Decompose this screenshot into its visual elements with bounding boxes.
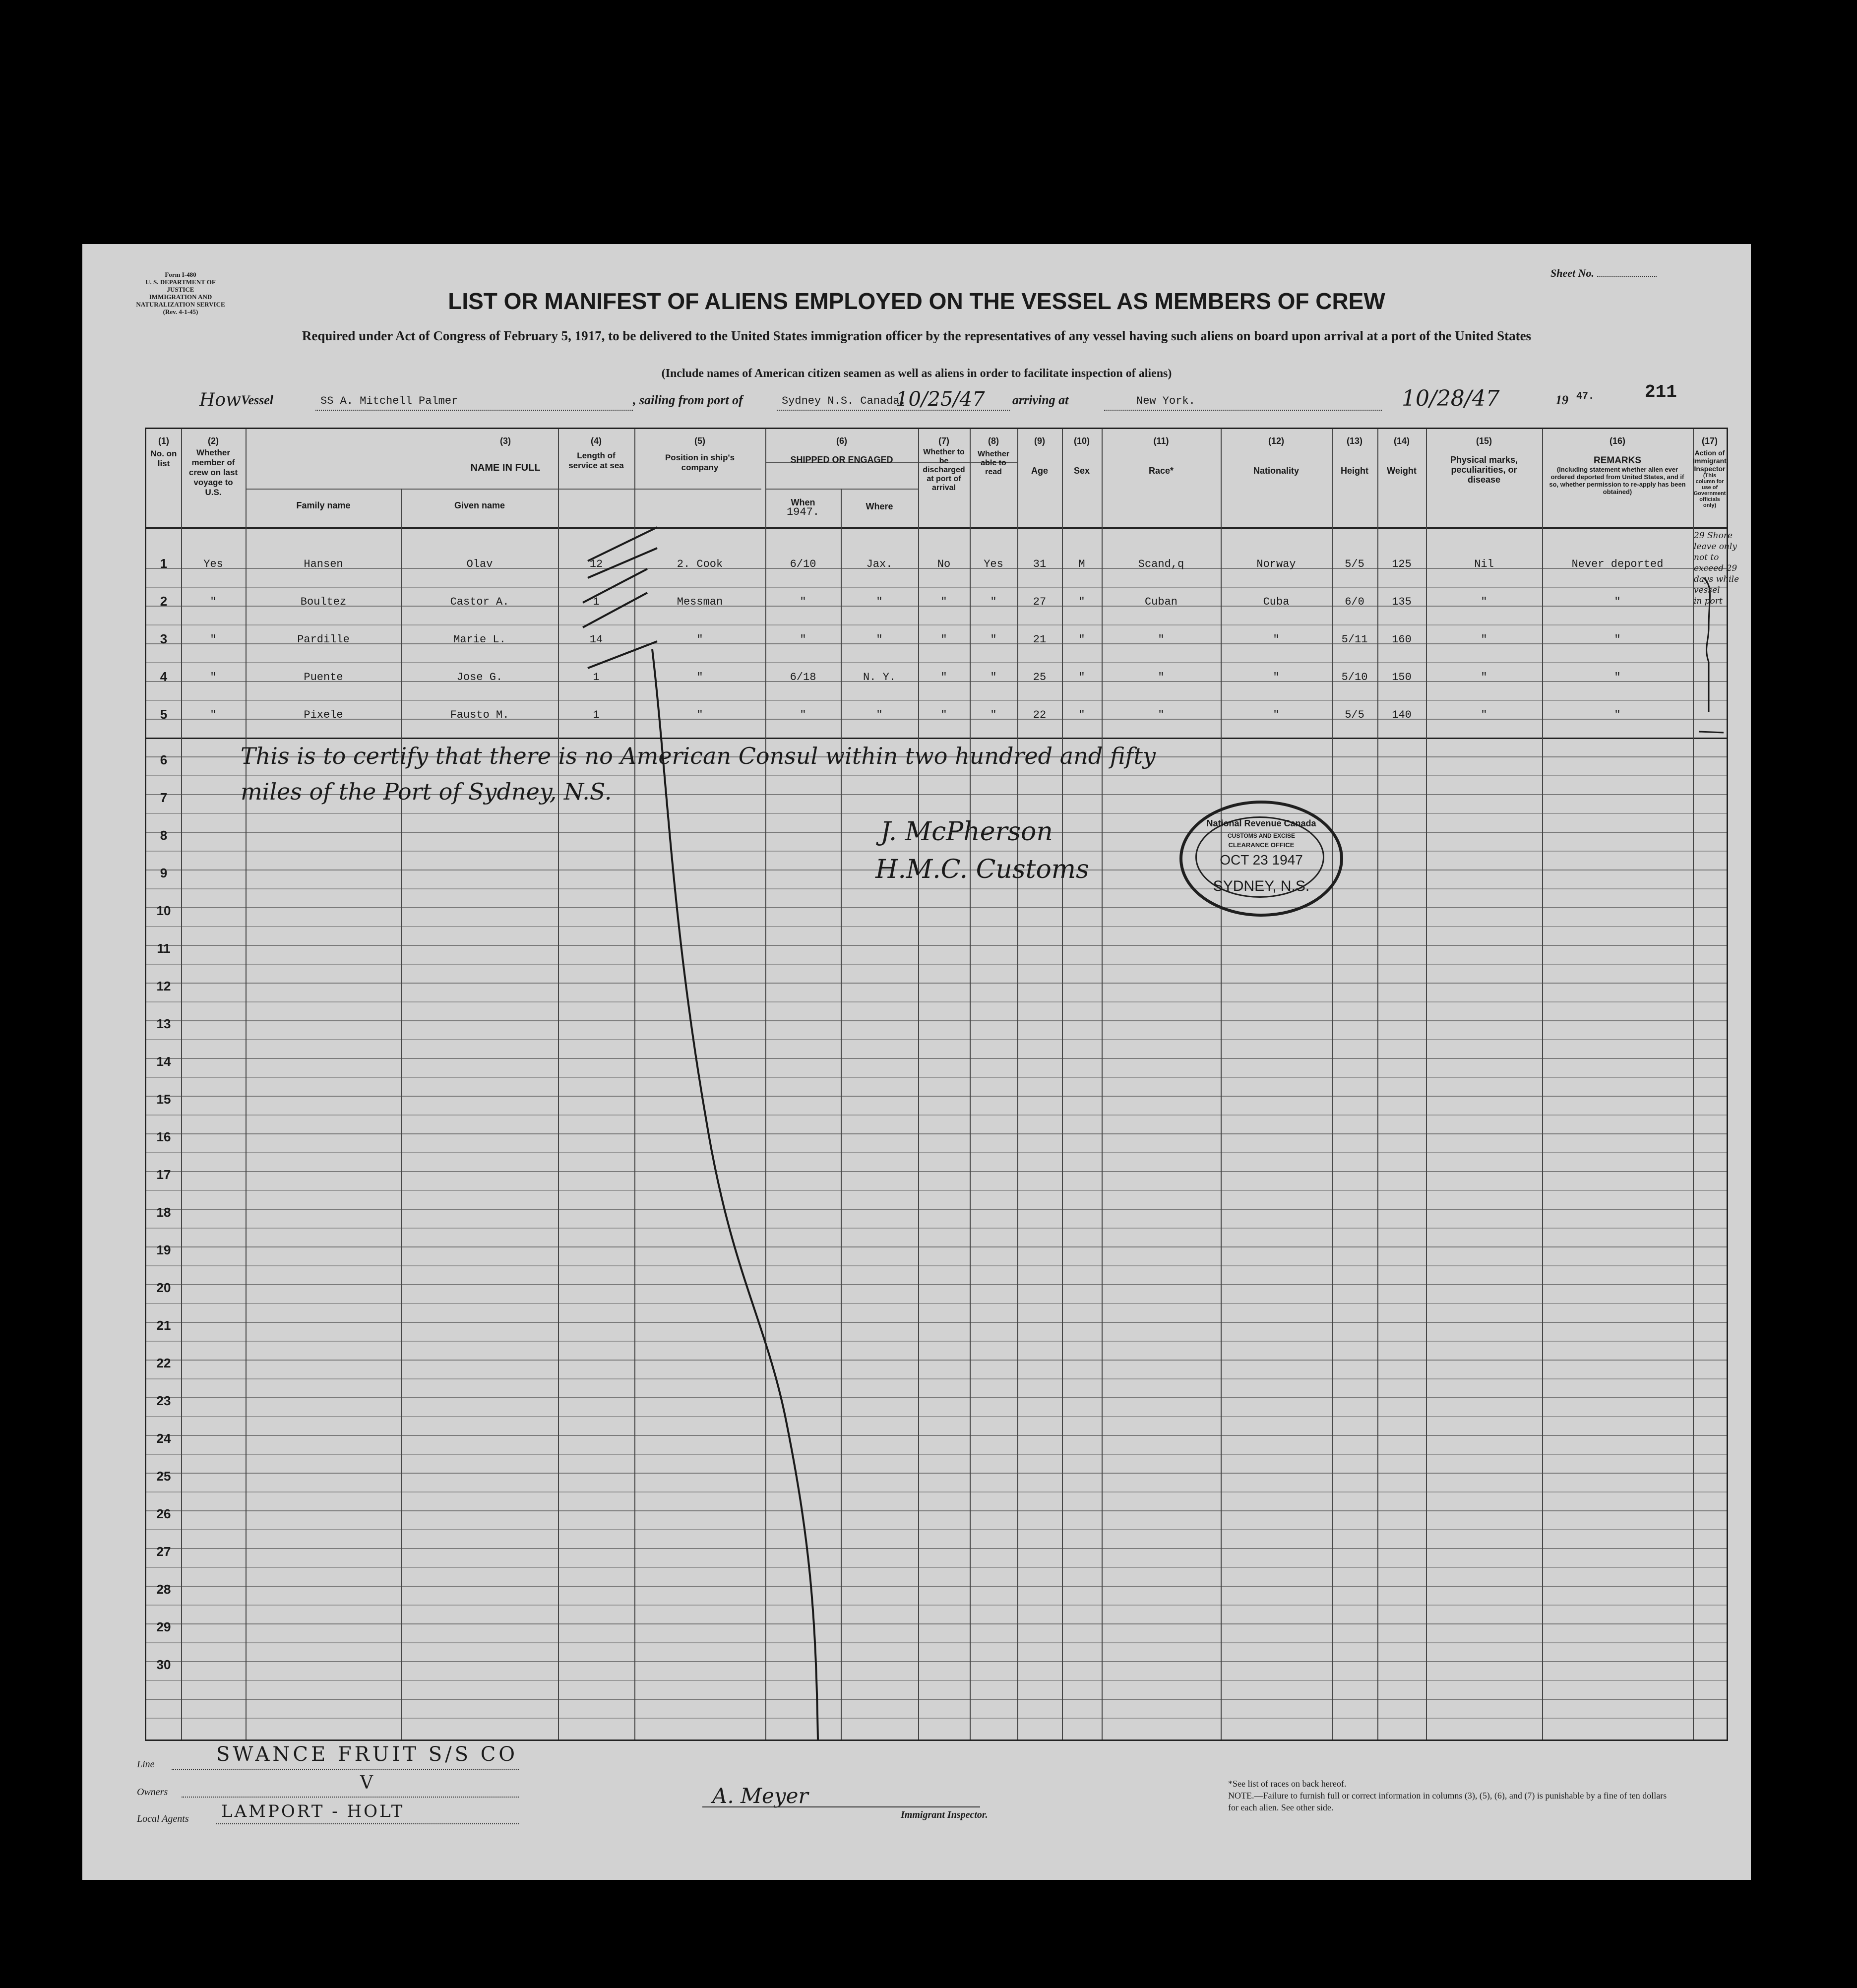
owners-label: Owners: [137, 1787, 168, 1798]
shipped-where-cell: ": [876, 596, 883, 608]
row-number: 18: [156, 1205, 171, 1220]
row-number: 23: [156, 1393, 171, 1408]
row-number-cell: 3: [160, 631, 168, 646]
local-agents-label: Local Agents: [137, 1813, 189, 1824]
row-number: 28: [156, 1582, 171, 1597]
height-cell: 5/5: [1345, 558, 1364, 570]
prev-voyage-cell: ": [210, 633, 217, 646]
race-cell: Scand,q: [1138, 558, 1184, 570]
col-17-header: (17) Action of Immigrant Inspector (This column for use of Government officials only): [1693, 436, 1727, 508]
remarks-cell: Never deported: [1571, 558, 1664, 570]
vessel-hand-prefix: How: [199, 390, 241, 410]
service-length-cell: 1: [593, 596, 600, 608]
prev-voyage-cell: ": [210, 671, 217, 683]
document-subtitle: Required under Act of Congress of February 5, 1917, to be delivered to the United States immigration officer by the representatives of any vessel having such aliens on board upon arrival at a port of the United States: [302, 328, 1532, 343]
owners-field-line: [182, 1797, 519, 1798]
row-number: 9: [160, 866, 168, 880]
year-prefix: 19: [1555, 393, 1568, 407]
given-name-cell: Castor A.: [450, 596, 509, 608]
weight-cell: 160: [1392, 633, 1412, 646]
col-1-header: (1) No. on list: [150, 436, 177, 468]
able-to-read-cell: Yes: [984, 558, 1003, 570]
col-13-header: (13) Height: [1341, 436, 1368, 476]
discharged-cell: ": [940, 671, 947, 683]
col-2-header: (2) Whether member of crew on last voyage to U.S.: [188, 436, 238, 497]
service-length-cell: 12: [589, 558, 603, 570]
footnotes: [1228, 1778, 1674, 1813]
race-cell: ": [1158, 633, 1165, 646]
shipped-where-header: Where: [866, 501, 893, 511]
given-name-cell: Jose G.: [456, 671, 503, 683]
manifest-sheet: [82, 244, 1751, 1880]
sex-cell: ": [1078, 671, 1085, 683]
family-name-cell: Pardille: [297, 633, 350, 646]
row-number: 27: [156, 1544, 171, 1559]
local-agents-field-line: [216, 1823, 519, 1824]
departure-port: Sydney N.S. Canada.: [782, 395, 906, 407]
service-length-cell: 14: [589, 633, 603, 646]
height-cell: 5/11: [1341, 633, 1368, 646]
remarks-cell: ": [1614, 671, 1621, 683]
weight-cell: 150: [1392, 671, 1412, 683]
row-number-cell: 1: [160, 556, 168, 571]
row-number: 6: [160, 752, 168, 767]
physical-marks-cell: ": [1481, 709, 1487, 721]
height-cell: 6/0: [1345, 596, 1364, 608]
sheet-number-field: [1550, 267, 1657, 280]
department-name: U. S. DEPARTMENT OF JUSTICE: [145, 278, 216, 293]
able-to-read-cell: ": [990, 633, 997, 646]
row-number: 24: [156, 1431, 171, 1446]
row-number: 14: [156, 1054, 171, 1069]
nationality-cell: Norway: [1256, 558, 1296, 570]
sex-cell: M: [1078, 558, 1085, 570]
sail-date: 10/25/47: [896, 388, 985, 411]
customs-signature-name: J. McPherson: [880, 817, 1053, 847]
race-cell: ": [1158, 709, 1165, 721]
document-title: LIST OR MANIFEST OF ALIENS EMPLOYED ON THE VESSEL AS MEMBERS OF CREW: [448, 288, 1385, 314]
able-to-read-cell: ": [990, 671, 997, 683]
given-name-cell: Fausto M.: [450, 709, 509, 721]
col-11-header: (11) Race*: [1148, 436, 1174, 476]
crew-manifest-table: [145, 428, 1739, 1741]
sheet-number-label: Sheet No.: [1550, 267, 1594, 279]
col-8-header: (8) Whether able to read: [978, 436, 1009, 476]
row-number: 22: [156, 1356, 171, 1370]
position-cell: ": [696, 633, 703, 646]
row-number: 10: [156, 903, 171, 918]
row-number: 16: [156, 1129, 171, 1144]
remarks-cell: ": [1614, 633, 1621, 646]
arriving-label: arriving at: [1012, 393, 1069, 407]
prev-voyage-cell: ": [210, 709, 217, 721]
col-14-header: (14) Weight: [1387, 436, 1417, 476]
shipped-when-cell: 6/18: [790, 671, 816, 683]
race-footnote: *See list of races on back hereof.: [1228, 1779, 1347, 1789]
shipped-where-cell: ": [876, 709, 883, 721]
document-instructions: (Include names of American citizen seamen as well as aliens in order to facilitate inspection of aliens): [661, 367, 1172, 380]
shipped-when-header: When 1947.: [786, 497, 819, 518]
age-cell: 22: [1033, 709, 1047, 721]
position-cell: 2. Cook: [677, 558, 723, 570]
able-to-read-cell: ": [990, 709, 997, 721]
revision-date: (Rev. 4-1-45): [163, 308, 198, 315]
row-number: 12: [156, 979, 171, 994]
family-name-cell: Pixele: [304, 709, 343, 721]
discharged-cell: ": [940, 596, 947, 608]
row-number: 26: [156, 1506, 171, 1521]
given-name-header: Given name: [454, 500, 505, 510]
row-number: 20: [156, 1280, 171, 1295]
height-cell: 5/5: [1345, 709, 1364, 721]
line-field-line: [172, 1769, 519, 1770]
line-value: SWANCE FRUIT S/S CO: [216, 1743, 518, 1766]
year-suffix: 47.: [1576, 391, 1595, 402]
sex-cell: ": [1078, 596, 1085, 608]
row-number: 13: [156, 1016, 171, 1031]
row-number-cell: 4: [160, 669, 168, 684]
given-name-cell: Olav: [466, 558, 493, 570]
customs-signature-title: H.M.C. Customs: [875, 855, 1089, 884]
col-15-header: (15) Physical marks, peculiarities, or disease: [1450, 436, 1518, 485]
local-agents-value: LAMPORT - HOLT: [221, 1802, 405, 1821]
arrival-date: 10/28/47: [1402, 386, 1500, 411]
inspector-label: Immigrant Inspector.: [901, 1809, 988, 1820]
certification-line-1: This is to certify that there is no American Consul within two hundred and fifty: [241, 743, 1156, 769]
shipped-where-cell: N. Y.: [863, 671, 896, 683]
departure-port-line: [777, 410, 1010, 411]
form-number: Form I-480: [165, 271, 196, 278]
service-length-cell: 1: [593, 709, 600, 721]
nationality-cell: ": [1273, 633, 1280, 646]
prev-voyage-cell: Yes: [203, 558, 223, 570]
family-name-cell: Puente: [304, 671, 343, 683]
shipped-when-cell: ": [800, 633, 806, 646]
shipped-where-cell: ": [876, 633, 883, 646]
family-name-cell: Boultez: [300, 596, 347, 608]
physical-marks-cell: Nil: [1474, 558, 1494, 570]
weight-cell: 140: [1392, 709, 1412, 721]
row-number: 29: [156, 1619, 171, 1634]
shipped-when-cell: ": [800, 709, 806, 721]
inspector-signature: A. Meyer: [712, 1784, 808, 1808]
row-number: 7: [160, 790, 168, 805]
given-name-cell: Marie L.: [453, 633, 506, 646]
row-number: 21: [156, 1318, 171, 1333]
certification-line-2: miles of the Port of Sydney, N.S.: [241, 778, 612, 805]
physical-marks-cell: ": [1481, 671, 1487, 683]
weight-cell: 135: [1392, 596, 1412, 608]
vessel-name-line: [315, 410, 633, 411]
physical-marks-cell: ": [1481, 596, 1487, 608]
vessel-label: Vessel: [241, 393, 273, 407]
discharged-cell: ": [940, 709, 947, 721]
row-number: 8: [160, 828, 168, 843]
age-cell: 27: [1033, 596, 1047, 608]
row-number: 15: [156, 1092, 171, 1107]
position-cell: Messman: [677, 596, 723, 608]
family-name-cell: Hansen: [304, 558, 343, 570]
customs-clearance-stamp: National Revenue Canada CUSTOMS AND EXCISE CLEARANCE OFFICE OCT 23 1947 SYDNEY, N.S.: [1179, 801, 1343, 917]
age-cell: 21: [1033, 633, 1047, 646]
col-7-header: (7) Whether to be discharged at port of arrival: [923, 436, 965, 492]
nationality-cell: ": [1273, 709, 1280, 721]
position-cell: ": [696, 709, 703, 721]
nationality-cell: ": [1273, 671, 1280, 683]
race-cell: Cuban: [1144, 596, 1177, 608]
sex-cell: ": [1078, 709, 1085, 721]
age-cell: 31: [1033, 558, 1047, 570]
line-label: Line: [137, 1759, 155, 1770]
inspector-signature-line: [702, 1806, 980, 1807]
row-number: 17: [156, 1167, 171, 1182]
row-number: 25: [156, 1469, 171, 1484]
race-cell: ": [1158, 671, 1165, 683]
remarks-cell: ": [1614, 596, 1621, 608]
sailing-label: , sailing from port of: [633, 393, 743, 407]
col-3-header: (3) NAME IN FULL: [470, 436, 541, 473]
row-number-cell: 2: [160, 594, 168, 609]
col-6-header: (6) SHIPPED OR ENGAGED: [790, 436, 893, 465]
penalty-note: NOTE.—Failure to furnish full or correct information in columns (3), (5), (6), and (7) is punishable by a fine of ten dollars for each alien. See other side.: [1228, 1791, 1667, 1812]
sheet-number-blank: [1597, 276, 1657, 277]
shipped-when-cell: ": [800, 596, 806, 608]
discharged-cell: No: [937, 558, 951, 570]
row-number: 11: [157, 941, 171, 956]
physical-marks-cell: ": [1481, 633, 1487, 646]
pen-stroke-marks: [146, 429, 1727, 1740]
vessel-name: SS A. Mitchell Palmer: [320, 395, 458, 407]
nationality-cell: Cuba: [1263, 596, 1290, 608]
height-cell: 5/10: [1341, 671, 1368, 683]
sex-cell: ": [1078, 633, 1085, 646]
page-number: 211: [1645, 382, 1677, 402]
remarks-cell: ": [1614, 709, 1621, 721]
col-10-header: (10) Sex: [1073, 436, 1090, 476]
service-name: IMMIGRATION AND NATURALIZATION SERVICE: [136, 293, 225, 308]
age-cell: 25: [1033, 671, 1047, 683]
weight-cell: 125: [1392, 558, 1412, 570]
arrival-port-line: [1104, 410, 1382, 411]
col-12-header: (12) Nationality: [1253, 436, 1299, 476]
discharged-cell: ": [940, 633, 947, 646]
inspector-note: 29 Shore leave only not to exceed 29 days while vessel in port: [1694, 531, 1739, 606]
family-name-header: Family name: [296, 500, 351, 510]
col-5-header: (5) Position in ship's company: [665, 436, 735, 472]
row-number: 19: [156, 1242, 171, 1257]
row-number: 30: [156, 1657, 171, 1672]
position-cell: ": [696, 671, 703, 683]
prev-voyage-cell: ": [210, 596, 217, 608]
service-length-cell: 1: [593, 671, 600, 683]
col-16-header: (16) REMARKS (Including statement whether alien ever ordered deported from United States, and if so, whether permission to re-apply has been obtained): [1549, 436, 1686, 496]
col-9-header: (9) Age: [1031, 436, 1048, 476]
arrival-port: New York.: [1136, 395, 1195, 407]
row-number-cell: 5: [160, 707, 168, 722]
owners-value: V: [360, 1773, 373, 1793]
shipped-when-cell: 6/10: [790, 558, 816, 570]
col-4-header: (4) Length of service at sea: [568, 436, 624, 470]
shipped-where-cell: Jax.: [866, 558, 893, 570]
able-to-read-cell: ": [990, 596, 997, 608]
